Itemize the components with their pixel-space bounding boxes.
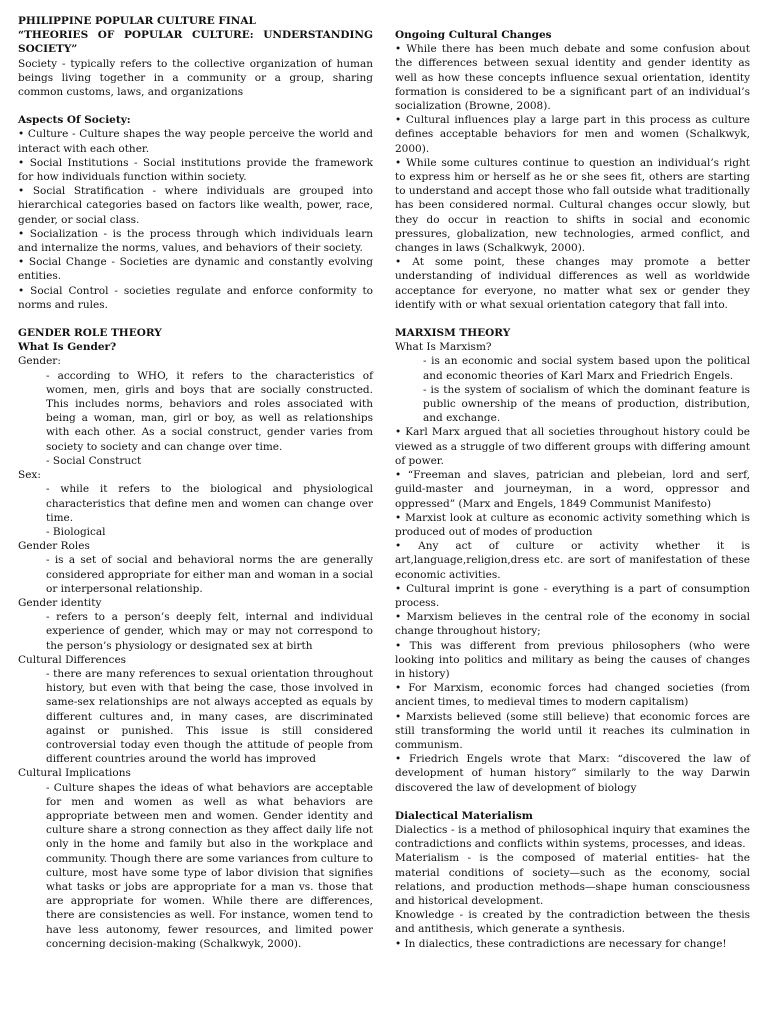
marxism-point: • For Marxism, economic forces had changed societies (from ancient times, to medieval times to modern capitalism) xyxy=(395,682,750,709)
marxism-point: • Any act of culture or activity whether it is art,language,religion,dress etc. are sort of manifestation of these economic activities. xyxy=(395,540,750,581)
cultural-differences-label: Cultural Differences xyxy=(18,653,127,666)
marxism-definition: - is the system of socialism of which the dominant feature is public ownership of the means of production, distribution, and exchange. xyxy=(423,383,750,425)
gender-identity-label: Gender identity xyxy=(18,596,102,609)
gender-tag: - Social Construct xyxy=(46,454,142,467)
document-title: PHILIPPINE POPULAR CULTURE FINAL xyxy=(18,15,256,27)
aspect-item: • Social Control - societies regulate and enforce conformity to norms and rules. xyxy=(18,284,373,311)
dialectics-final-point: • In dialectics, these contradictions are necessary for change! xyxy=(395,937,727,950)
aspect-item: • Social Stratification - where individuals are grouped into hierarchical categories based on factors like wealth, power, race, gender, or social class. xyxy=(18,185,373,226)
marxism-point: • This was different from previous philosophers (who were looking into politics and military as being the causes of changes in history) xyxy=(395,639,750,680)
gender-definition: - according to WHO, it refers to the characteristics of women, men, girls and boys that are socially constructed. This includes norms, behaviors and roles associated with being a woman, man, girl or boy, as well as relationships with each other. As a social construct, gender varies from society to society and can change over time. xyxy=(46,369,373,453)
ongoing-item: • At some point, these changes may promote a better understanding of individual differences as well as worldwide acceptance for everyone, no matter what sex or gender they identify with or what sexual orientation category that fall into. xyxy=(395,256,750,311)
marxism-point: • Karl Marx argued that all societies throughout history could be viewed as a struggle of two different groups with differing amount of power. xyxy=(395,426,750,467)
what-is-gender-heading: What Is Gender? xyxy=(18,341,117,354)
cultural-implications-label: Cultural Implications xyxy=(18,767,131,780)
ongoing-changes-heading: Ongoing Cultural Changes xyxy=(395,29,552,41)
cultural-differences-definition: - there are many references to sexual orientation throughout history, but even with that being the case, those involved in same-sex relationships are not always accepted as equals by different cultures and, in many cases, are discriminated against or punished. This issue is still considered controversial today even though the attitude of people from different countries around the world has improved xyxy=(46,667,373,766)
gender-roles-definition: - is a set of social and behavioral norms the are generally considered appropriate for either man and woman in a social or interpersonal relationship. xyxy=(46,554,373,595)
aspect-item: • Social Institutions - Social institutions provide the framework for how individuals function within society. xyxy=(18,156,373,184)
marxism-point: • Marxist look at culture as economic activity something which is produced out of modes of production xyxy=(395,511,750,538)
ongoing-item: • While there has been much debate and some confusion about the differences between sexual identity and gender identity as well as how these concepts influence sexual orientation, identity formation is considered to be a significant part of an individual’s socialization (Browne, 2008). xyxy=(395,43,750,113)
sex-definition: - while it refers to the biological and physiological characteristics that define men and women can change over time. xyxy=(46,483,373,524)
dialectics-definition: Dialectics - is a method of philosophical inquiry that examines the contradictions and conflicts within systems, processes, and ideas. xyxy=(395,823,750,851)
left-column xyxy=(18,14,373,1024)
marxism-point: • Friedrich Engels wrote that Marx: “discovered the law of development of human history” similarly to the way Darwin discovered the law of development of biology xyxy=(395,753,750,794)
aspect-item: • Social Change - Societies are dynamic and constantly evolving entities. xyxy=(18,256,373,283)
sex-tag: - Biological xyxy=(46,525,106,538)
aspects-heading: Aspects Of Society: xyxy=(18,114,131,127)
ongoing-item: • Cultural influences play a large part in this process as culture defines acceptable behaviors for men and women (Schalkwyk, 2000). xyxy=(395,114,750,155)
document-subtitle: “THEORIES OF POPULAR CULTURE: UNDERSTANDING SOCIETY” xyxy=(18,29,373,56)
marxism-theory-heading: MARXISM THEORY xyxy=(395,327,511,340)
cultural-implications-definition: - Culture shapes the ideas of what behaviors are acceptable for men and women as well as what behaviors are appropriate between men and women. Gender identity and culture share a strong connection as they affect daily life not only in the home and family but also in the workplace and community. Though there are some variances from culture to culture, most have some type of labor division that signifies what tasks or jobs are appropriate for a man vs. those that are appropriate for women. While there are differences, there are consistencies as well. For instance, women tend to have less autonomy, fewer resources, and limited power concerning decision-making (Schalkwyk, 2000). xyxy=(46,781,373,950)
gender-identity-definition: - refers to a person’s deeply felt, internal and individual experience of gender, which may or may not correspond to the person’s physiology or designated sex at birth xyxy=(46,611,373,652)
aspect-item: • Culture - Culture shapes the way people perceive the world and interact with each other. xyxy=(18,128,373,155)
marxism-definition: - is an economic and social system based upon the political and economic theories of Karl Marx and Friedrich Engels. xyxy=(423,355,750,382)
marxism-point: • Marxists believed (some still believe) that economic forces are still transforming the world until it reaches its culmination in communism. xyxy=(395,710,750,751)
sex-label: Sex: xyxy=(18,469,41,482)
aspect-item: • Socialization - is the process through which individuals learn and internalize the norms, values, and behaviors of their society. xyxy=(18,227,373,255)
gender-role-theory-heading: GENDER ROLE THEORY xyxy=(18,327,162,340)
marxism-point: • Marxism believes in the central role of the economy in social change throughout history; xyxy=(395,611,750,638)
knowledge-definition: Knowledge - is created by the contradiction between the thesis and antithesis, which generate a synthesis. xyxy=(395,909,750,936)
marxism-point: • “Freeman and slaves, patrician and plebeian, lord and serf, guild-master and journeyman, in a word, oppressor and oppressed” (Marx and Engels, 1849 Communist Manifesto) xyxy=(395,469,750,510)
materialism-definition: Materialism - is the composed of material entities- hat the material conditions of society—such as the economy, social relations, and production methods—shape human consciousness and historical development. xyxy=(395,852,750,907)
ongoing-item: • While some cultures continue to question an individual’s right to express him or herself as he or she sees fit, others are starting to understand and accept those who fall outside what traditionally has been considered normal. Cultural changes occur slowly, but they do occur in reaction to shifts in social and economic pressures, globalization, new technologies, armed conflict, and changes in laws (Schalkwyk, 2000). xyxy=(395,156,750,255)
society-definition: Society - typically refers to the collective organization of human beings living together in a community or a group, sharing common customs, laws, and organizations xyxy=(18,57,373,99)
right-column xyxy=(395,14,750,1024)
gender-roles-label: Gender Roles xyxy=(18,540,90,553)
dialectical-materialism-heading: Dialectical Materialism xyxy=(395,809,533,822)
marxism-point: • Cultural imprint is gone - everything is a part of consumption process. xyxy=(395,582,750,609)
what-is-marxism-heading: What Is Marxism? xyxy=(395,341,492,354)
gender-label: Gender: xyxy=(18,355,61,368)
